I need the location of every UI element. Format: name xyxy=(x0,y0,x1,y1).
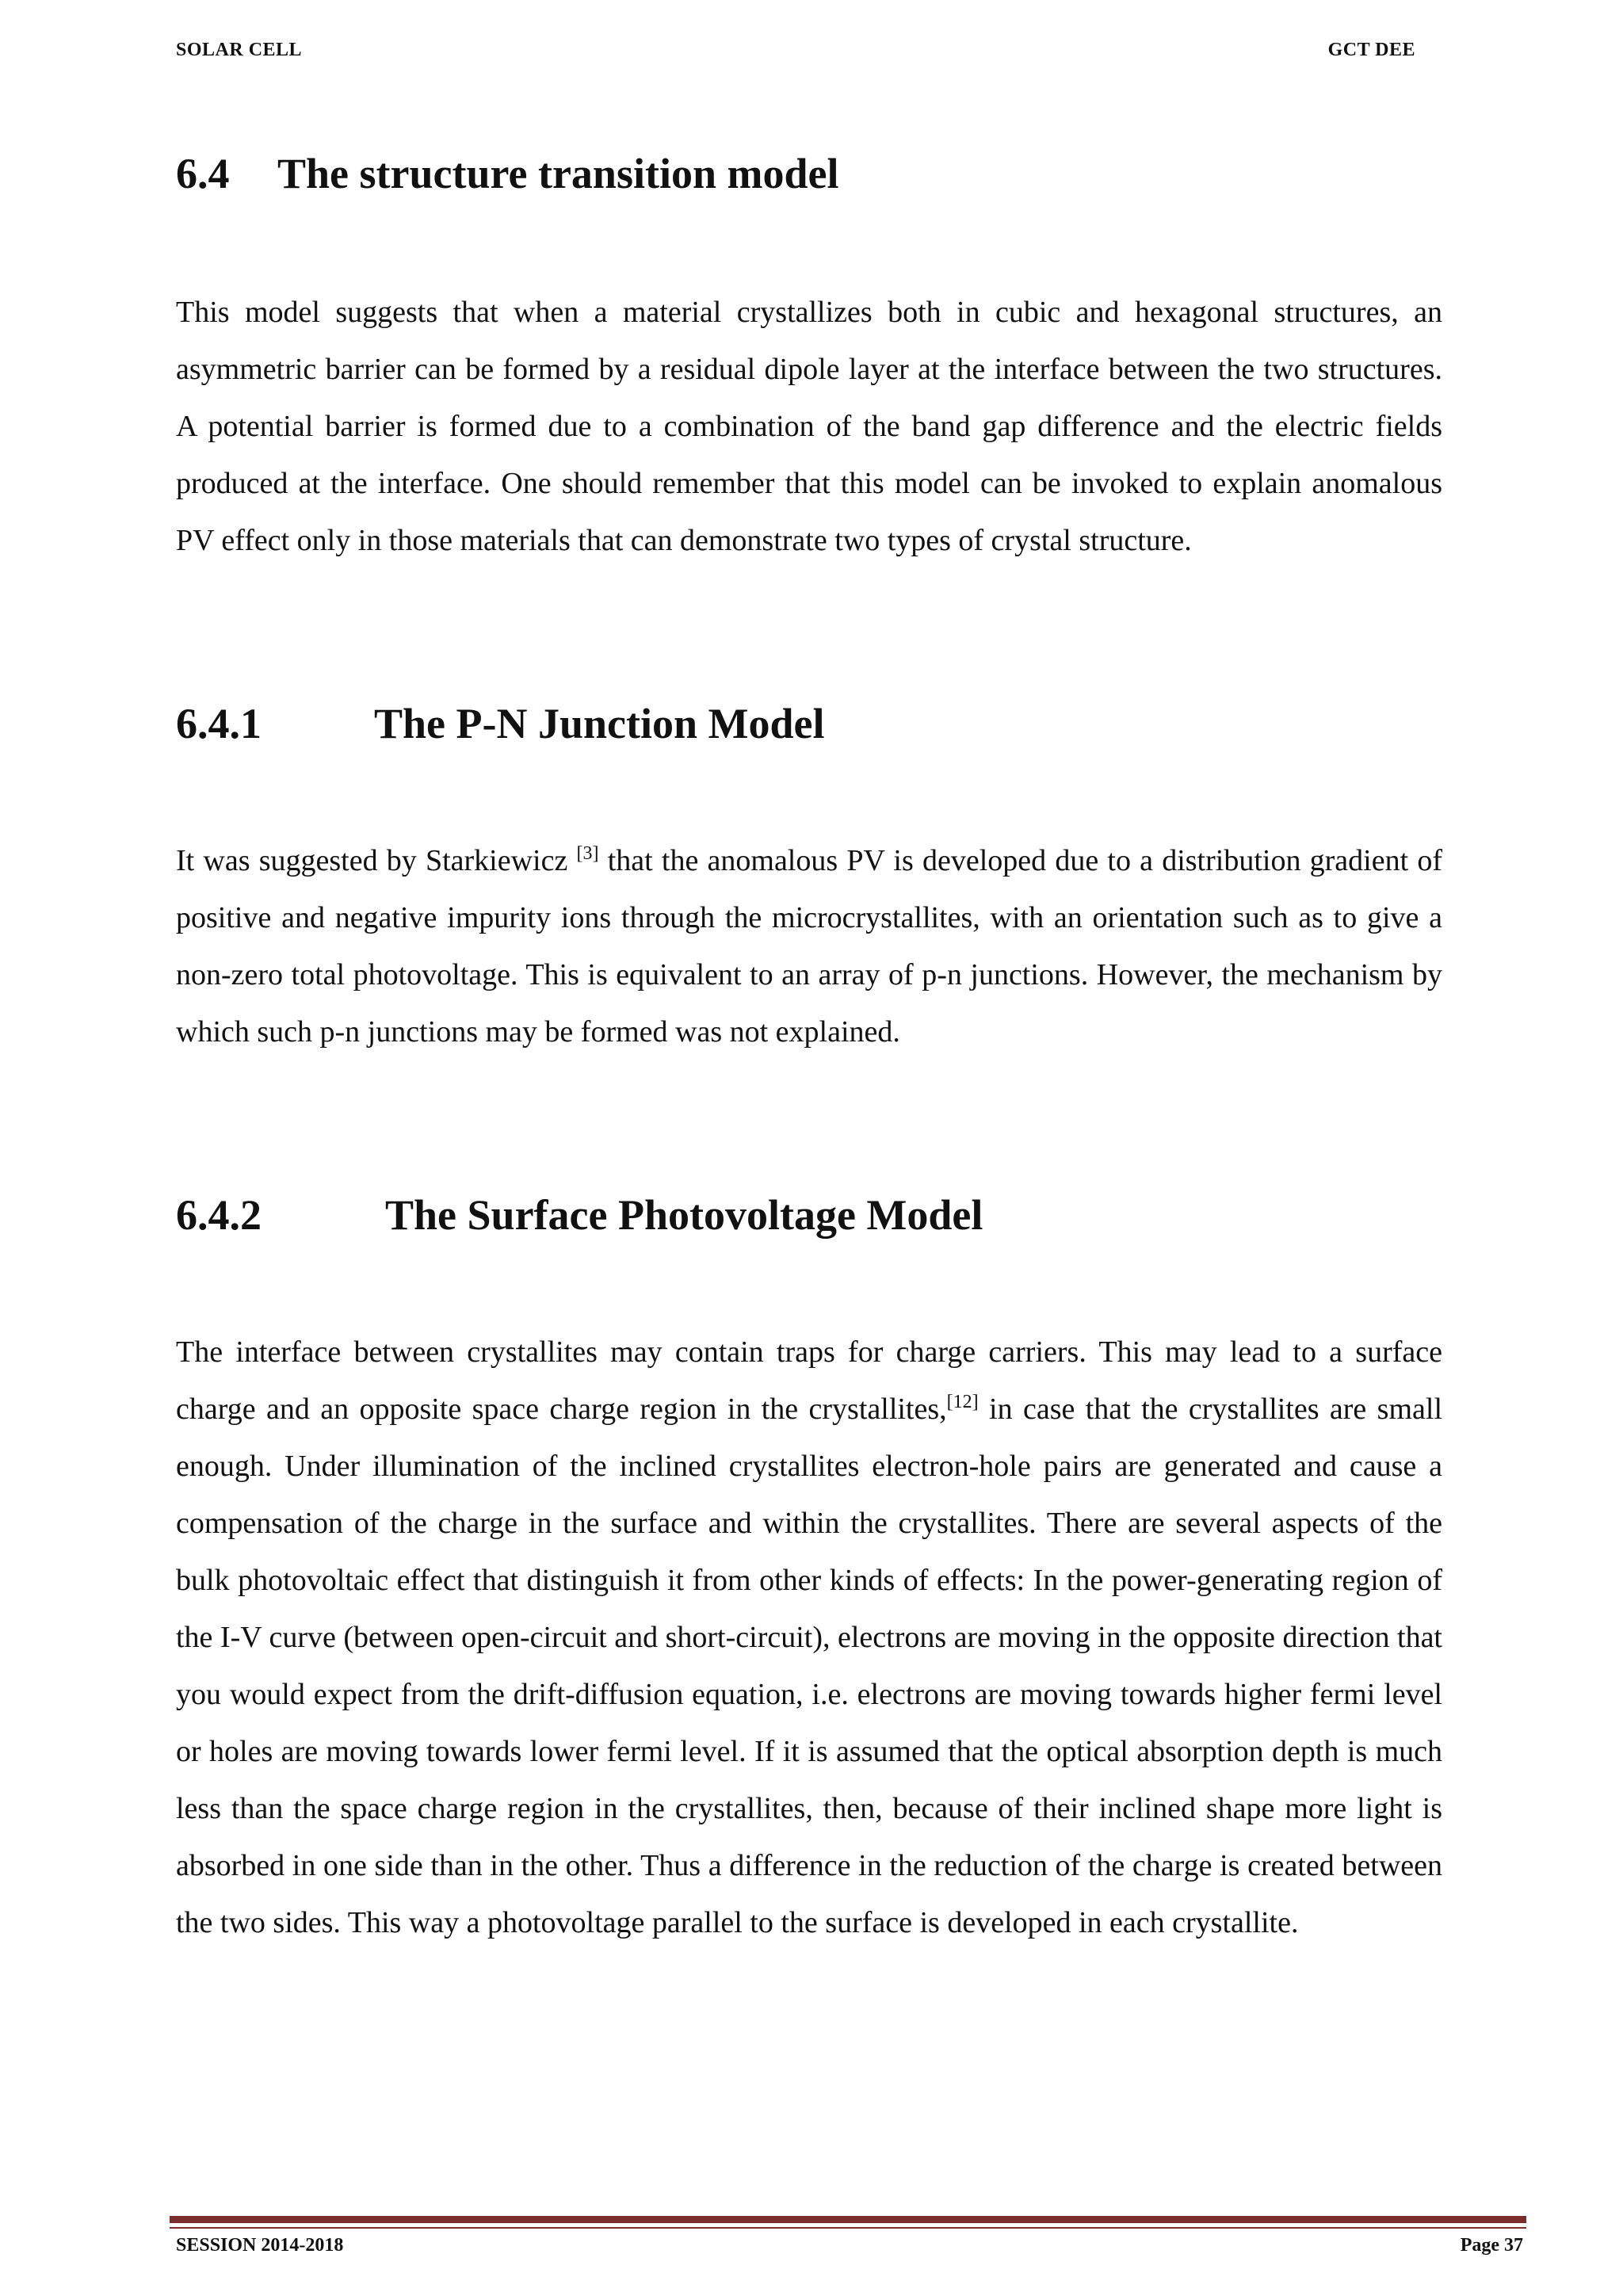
subsection-title: The P-N Junction Model xyxy=(374,700,825,747)
paragraph-text: in case that the crystallites are small enough. Under illumination of the inclined crystallites electron-hole pairs are generated and cause a compensation of the charge in the surface and within the crystallites. There are several aspects of the bulk photovoltaic effect that distinguish it from other kinds of effects: In the power-generating region of the I-V curve (between open-circuit and short-circuit), electrons are moving in the opposite direction that you would expect from the drift-diffusion equation, i.e. electrons are moving towards higher fermi level or holes are moving towards lower fermi level. If it is assumed that the optical absorption depth is much less than the space charge region in the crystallites, then, because of their inclined shape more light is absorbed in one side than in the other. Thus a difference in the reduction of the charge is created between the two sides. This way a photovoltage parallel to the surface is developed in each crystallite. xyxy=(176,1392,1443,1939)
subsection-paragraph xyxy=(176,1324,1442,1951)
footer-rule xyxy=(170,2216,1526,2223)
page-number: Page 37 xyxy=(1460,2235,1523,2256)
section-title: The structure transition model xyxy=(277,150,839,197)
paragraph-text: It was suggested by Starkiewicz xyxy=(176,844,577,877)
subsection-number: 6.4.2 xyxy=(176,1191,262,1239)
citation-reference: [12] xyxy=(946,1392,979,1412)
citation-reference: [3] xyxy=(576,843,599,864)
section-heading xyxy=(176,149,838,198)
subsection-paragraph xyxy=(176,832,1442,1060)
section-number: 6.4 xyxy=(176,150,230,197)
subsection-title: The Surface Photovoltage Model xyxy=(385,1191,983,1239)
running-footer-session: SESSION 2014-2018 xyxy=(176,2235,344,2256)
running-header-right: GCT DEE xyxy=(1327,40,1415,60)
subsection-heading xyxy=(176,699,825,748)
running-header-left: SOLAR CELL xyxy=(176,40,303,60)
paragraph-text: that the anomalous PV is developed due to a distribution gradient of positive and negative impurity ions through the microcrystallites, with an orientation such as to give a non-zero total photovoltage. This is equivalent to an array of p-n junctions. However, the mechanism by which such p-n junctions may be formed was not explained. xyxy=(176,844,1442,1049)
section-paragraph: This model suggests that when a material crystallizes both in cubic and hexagonal structures, an asymmetric barrier can be formed by a residual dipole layer at the interface between the two structures. A potential barrier is formed due to a combination of the band gap difference and the electric fields produced at the interface. One should remember that this model can be invoked to explain anomalous PV effect only in those materials that can demonstrate two types of crystal structure. xyxy=(176,296,1442,557)
subsection-heading xyxy=(176,1190,983,1240)
paragraph-text: The interface between crystallites may contain traps for charge carriers. This may lead to a surface charge and an opposite space charge region in the crystallites, xyxy=(176,1335,1442,1426)
footer-rule-thin xyxy=(170,2227,1526,2229)
subsection-number: 6.4.1 xyxy=(176,700,262,747)
